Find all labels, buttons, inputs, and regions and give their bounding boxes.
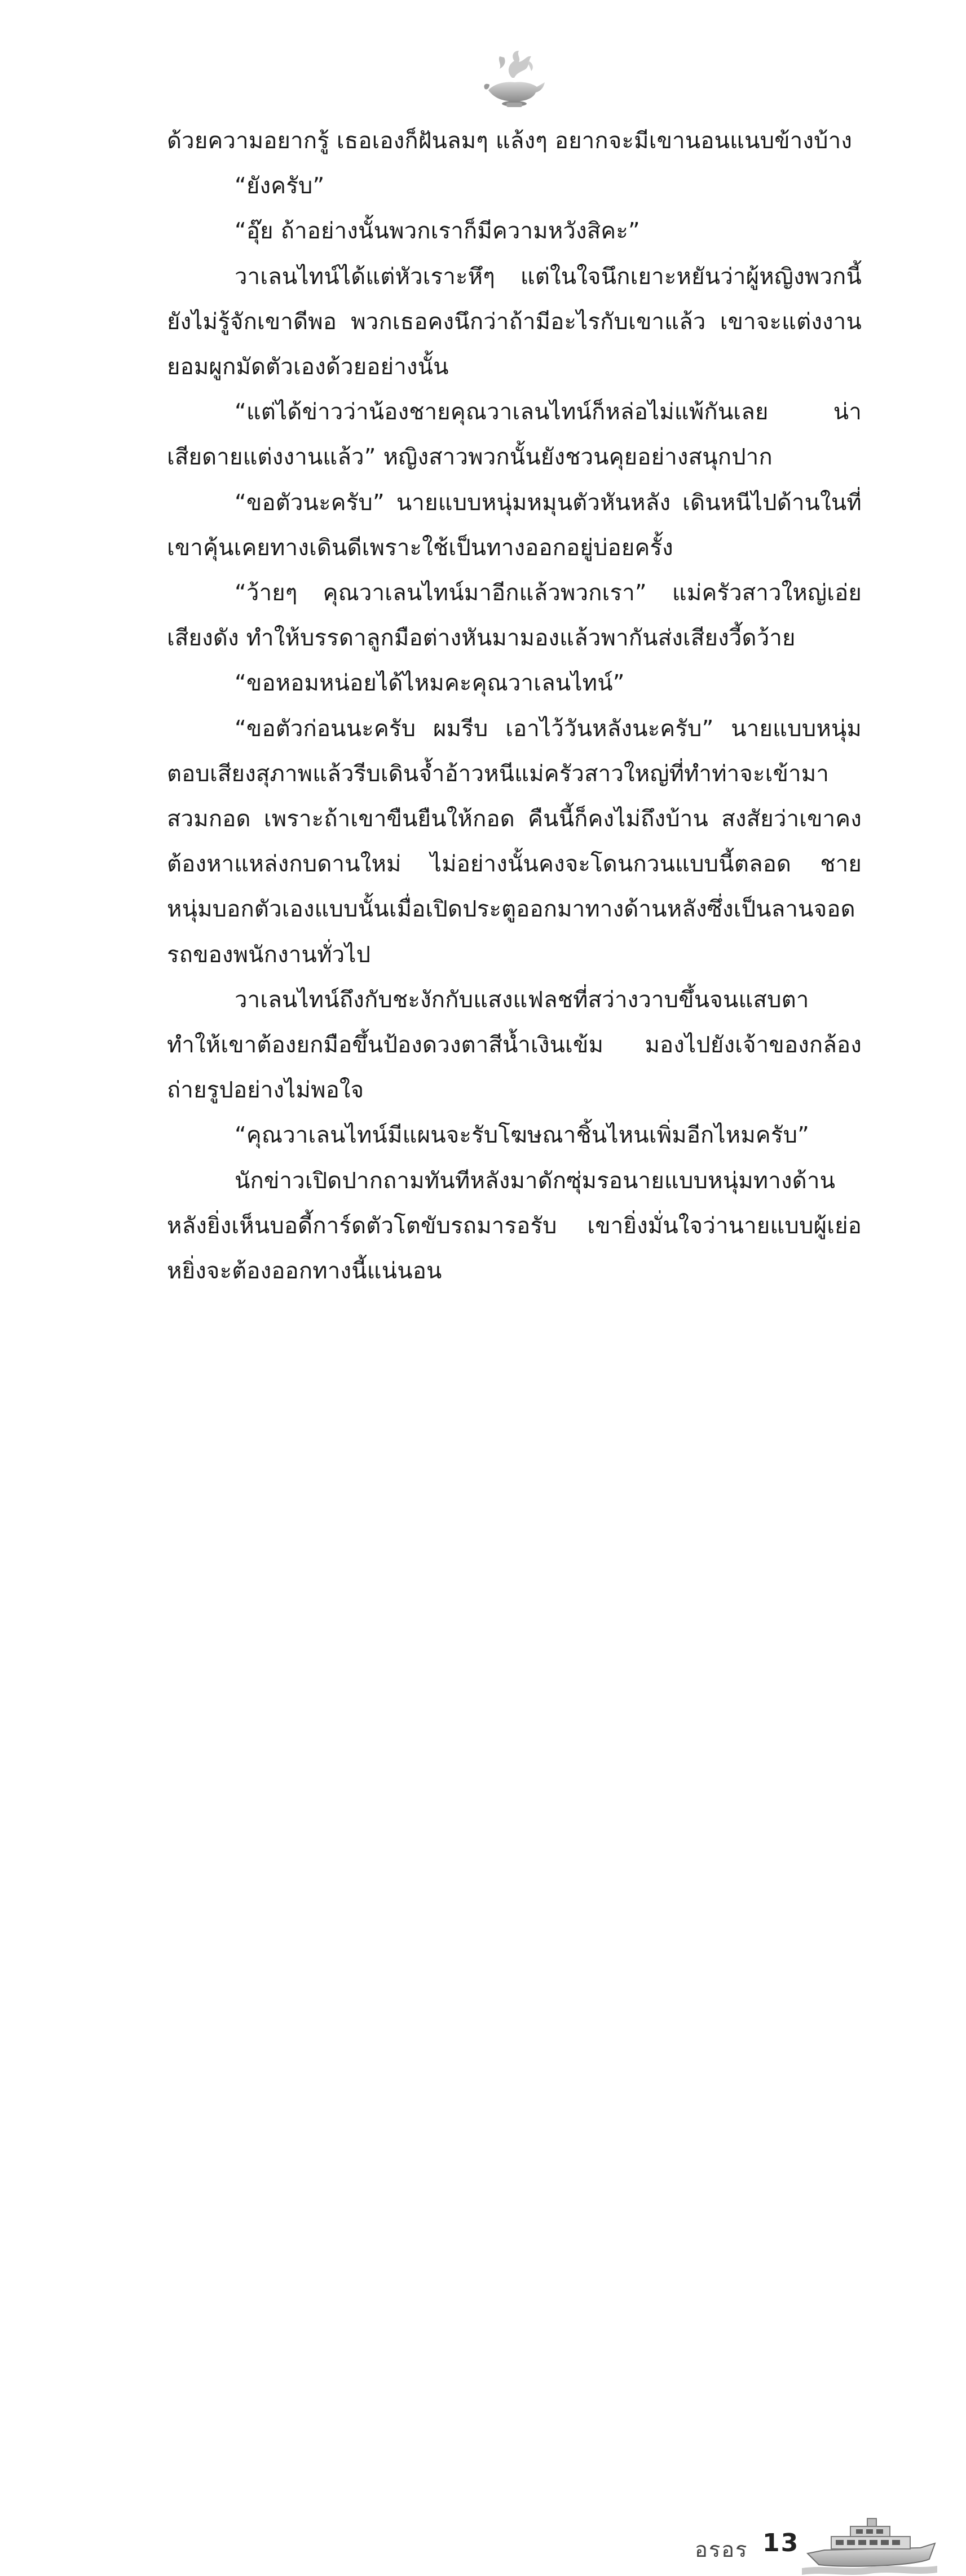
paragraph: “ขอหอมหน่อยได้ไหมคะคุณวาเลนไทน์” <box>235 670 625 697</box>
page-number: 13 <box>762 2529 800 2557</box>
paragraph: “ขอตัวก่อนนะครับ ผมรีบ เอาไว้วันหลังนะครับ” นายแบบหนุ่มตอบเสียงสุภาพแล้วรีบเดินจ้ำอ้าวหนีแม่ครัวสาวใหญ่ที่ทำท่าจะเข้ามาสวมกอด เพราะถ้าเขาขืนยืนให้กอด คืนนี้ก็คงไม่ถึงบ้าน สงสัยว่าเขาคงต้องหาแหล่งกบดานใหม่ ไม่อย่างนั้นคงจะโดนกวนแบบนี้ตลอด ชายหนุ่มบอกตัวเองแบบนั้นเมื่อเปิดประตูออกมาทางด้านหลังซึ่งเป็นลานจอดรถของพนักงานทั่วไป <box>167 715 862 968</box>
page-footer <box>0 1263 966 2562</box>
paragraph: “แต่ได้ข่าวว่าน้องชายคุณวาเลนไทน์ก็หล่อไม่แพ้กันเลย น่าเสียดายแต่งงานแล้ว” หญิงสาวพวกนั้นยังชวนคุยอย่างสนุกปาก <box>167 399 862 471</box>
paragraph: วาเลนไทน์ถึงกับชะงักกับแสงแฟลชที่สว่างวาบขึ้นจนแสบตา ทำให้เขาต้องยกมือขึ้นป้องดวงตาสีน้ำเงินเข้ม มองไปยังเจ้าของกล้องถ่ายรูปอย่างไม่พอใจ <box>167 986 862 1104</box>
paragraph: “คุณวาเลนไทน์มีแผนจะรับโฆษณาชิ้นไหนเพิ่มอีกไหมครับ” <box>235 1122 810 1149</box>
paragraph: นักข่าวเปิดปากถามทันทีหลังมาดักซุ่มรอนายแบบหนุ่มทางด้านหลังยิ่งเห็นบอดี้การ์ดตัวโตขับรถมารอรับ เขายิ่งมั่นใจว่านายแบบผู้เย่อหยิ่งจะต้องออกทางนี้แน่นอน <box>167 1167 862 1285</box>
running-title: อรอร <box>695 2537 748 2562</box>
boat-icon <box>802 2514 937 2576</box>
paragraph: “ยังครับ” <box>235 173 325 200</box>
paragraph: ด้วยความอยากรู้ เธอเองก็ฝันลมๆ แล้งๆ อยากจะมีเขานอนแนบข้างบ้าง <box>167 128 853 154</box>
paragraph: “ว้ายๆ คุณวาเลนไทน์มาอีกแล้วพวกเรา” แม่ครัวสาวใหญ่เอ่ยเสียงดัง ทำให้บรรดาลูกมือต่างหันมามองแล้วพากันส่งเสียงวี้ดว้าย <box>167 580 862 652</box>
paragraph: วาเลนไทน์ได้แต่หัวเราะหึๆ แต่ในใจนึกเยาะหยันว่าผู้หญิงพวกนี้ยังไม่รู้จักเขาดีพอ พวกเธอคงนึกว่าถ้ามีอะไรกับเขาแล้ว เขาจะแต่งงานยอมผูกมัดตัวเองด้วยอย่างนั้น <box>167 263 862 380</box>
genie-lamp-icon <box>477 44 550 117</box>
paragraph: “ขอตัวนะครับ” นายแบบหนุ่มหมุนตัวหันหลัง เดินหนีไปด้านในที่เขาคุ้นเคยทางเดินดีเพราะใช้เป็นทางออกอยู่บ่อยครั้ง <box>167 489 862 561</box>
body-text <box>167 118 862 1294</box>
paragraph: “อุ๊ย ถ้าอย่างนั้นพวกเราก็มีความหวังสิคะ” <box>235 218 640 245</box>
